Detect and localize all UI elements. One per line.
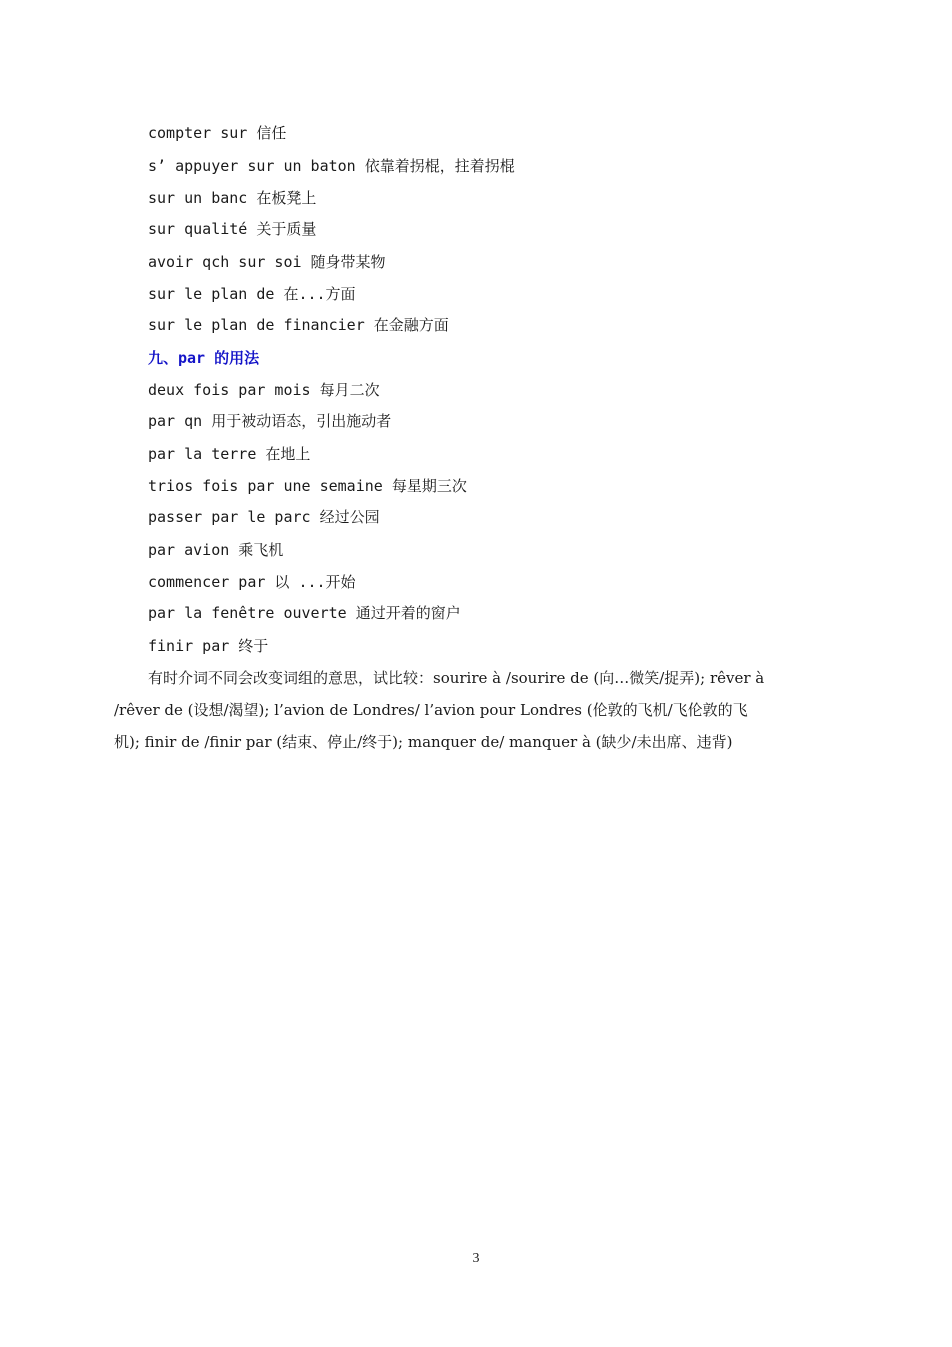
entry-sur-6: sur le plan de 在...方面 — [148, 285, 356, 303]
entry-sur-2: s’ appuyer sur un baton 依靠着拐棍，拄着拐棍 — [148, 157, 515, 175]
entry-par-1: deux fois par mois 每月二次 — [148, 381, 380, 399]
entry-par-8: par la fenêtre ouverte 通过开着的窗户 — [148, 604, 461, 622]
entry-par-9: finir par 终于 — [148, 637, 269, 655]
entry-par-3: par la terre 在地上 — [148, 445, 311, 463]
comparison-paragraph-line-2: /rêver de (设想/渴望); l’avion de Londres/ l’avion pour Londres (伦敦的飞机/飞伦敦的飞 — [114, 701, 748, 719]
entry-sur-1: compter sur 信任 — [148, 124, 287, 142]
comparison-paragraph-line-3: 机); finir de /finir par (结束、停止/终于); manquer de/ manquer à (缺少/未出席、违背) — [114, 733, 733, 751]
entry-par-5: passer par le parc 经过公园 — [148, 508, 380, 526]
entry-par-4: trios fois par une semaine 每星期三次 — [148, 477, 467, 495]
comparison-paragraph-line-1: 有时介词不同会改变词组的意思，试比较：sourire à /sourire de (向…微笑/捉弄); rêver à — [148, 669, 765, 687]
entry-par-7: commencer par 以 ...开始 — [148, 573, 356, 591]
entry-sur-5: avoir qch sur soi 随身带某物 — [148, 253, 386, 271]
entry-sur-7: sur le plan de financier 在金融方面 — [148, 316, 449, 334]
entry-par-6: par avion 乘飞机 — [148, 541, 284, 559]
page-number: 3 — [472, 1251, 480, 1266]
entry-par-2: par qn 用于被动语态，引出施动者 — [148, 412, 392, 430]
entry-sur-4: sur qualité 关于质量 — [148, 220, 317, 238]
entry-sur-3: sur un banc 在板凳上 — [148, 189, 317, 207]
section-heading-par: 九、par 的用法 — [148, 349, 260, 367]
